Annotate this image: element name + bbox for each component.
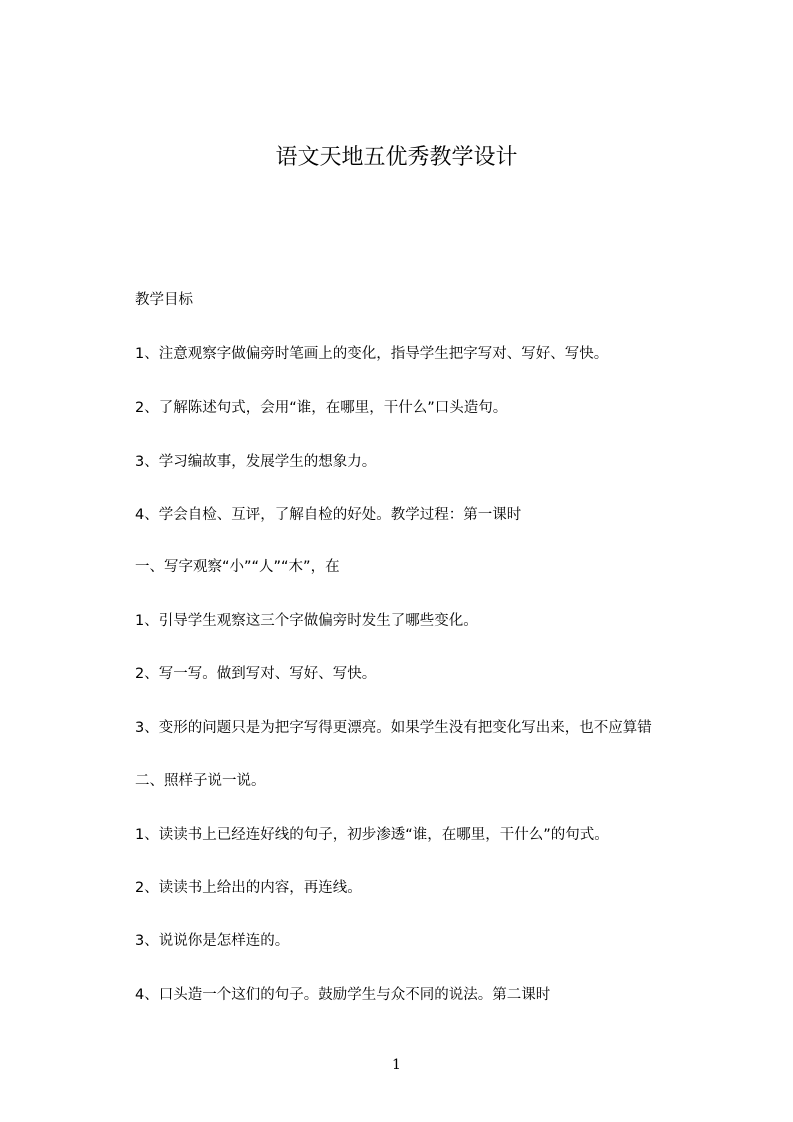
page-number: 1: [392, 1057, 401, 1073]
paragraph-goal-1: 1、注意观察字做偏旁时笔画上的变化，指导学生把字写对、写好、写快。: [135, 346, 609, 362]
paragraph-writing-1: 1、引导学生观察这三个字做偏旁时发生了哪些变化。: [135, 613, 478, 629]
document-title: 语文天地五优秀教学设计: [275, 145, 518, 170]
paragraph-goal-4: 4、学会自检、互评，了解自检的好处。教学过程：第一课时: [135, 507, 522, 523]
paragraph-speaking-3: 3、说说你是怎样连的。: [135, 933, 290, 949]
section-heading-teaching-goals: 教学目标: [135, 292, 193, 308]
paragraph-goal-2: 2、了解陈述句式，会用“谁，在哪里，干什么”口头造句。: [135, 400, 508, 416]
paragraph-writing-3: 3、变形的问题只是为把字写得更漂亮。如果学生没有把变化写出来，也不应算错: [135, 720, 652, 736]
paragraph-goal-3: 3、学习编故事，发展学生的想象力。: [135, 454, 377, 470]
section-heading-writing: 一、写字观察“小”“人”“木”，在: [135, 559, 340, 575]
section-heading-speaking: 二、照样子说一说。: [135, 773, 266, 789]
paragraph-speaking-2: 2、读读书上给出的内容，再连线。: [135, 880, 362, 896]
paragraph-speaking-1: 1、读读书上已经连好线的句子，初步渗透“谁，在哪里，干什么”的句式。: [135, 827, 609, 843]
paragraph-speaking-4: 4、口头造一个这们的句子。鼓励学生与众不同的说法。第二课时: [135, 987, 551, 1003]
paragraph-writing-2: 2、写一写。做到写对、写好、写快。: [135, 666, 377, 682]
